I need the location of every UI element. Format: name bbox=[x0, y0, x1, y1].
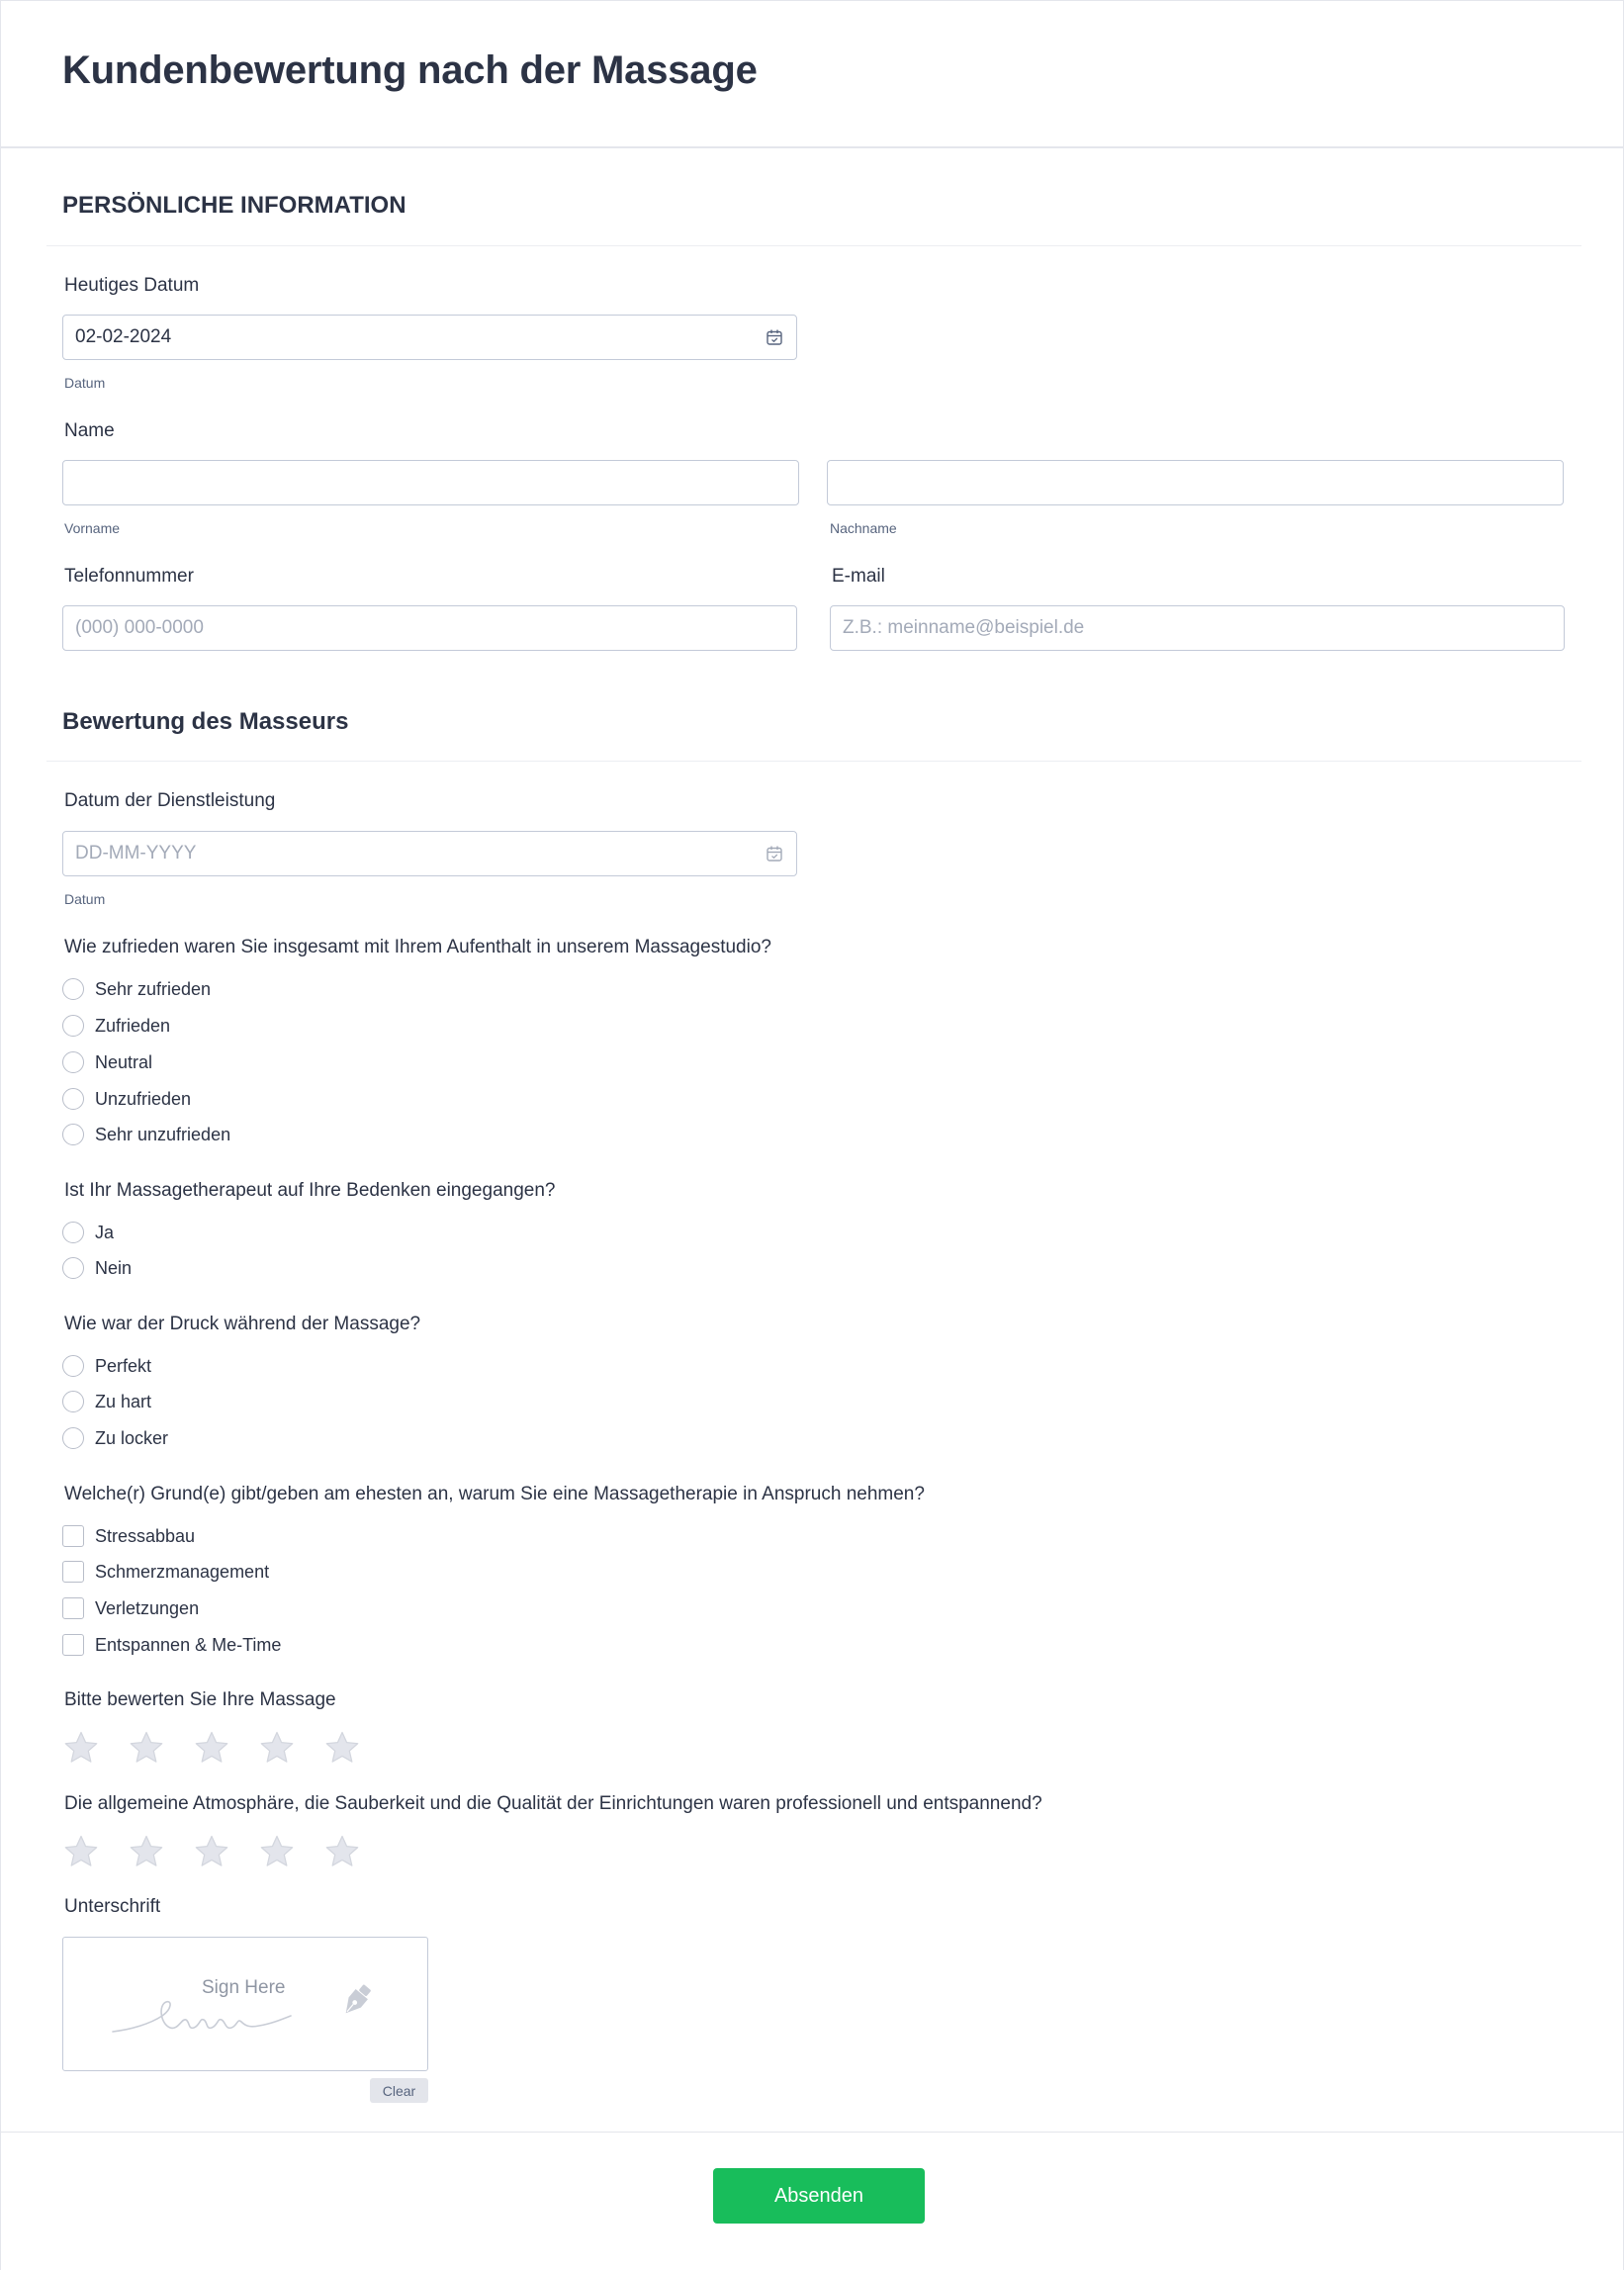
section-divider bbox=[46, 761, 1581, 762]
radio-option-label: Ja bbox=[95, 1222, 115, 1242]
section-title-rating: Bewertung des Masseurs bbox=[62, 708, 349, 735]
radio-option-label: Zufrieden bbox=[95, 1015, 171, 1036]
radio-option-label: Neutral bbox=[95, 1051, 153, 1072]
checkbox-option-label: Entspannen & Me-Time bbox=[95, 1634, 282, 1655]
submit-button[interactable]: Absenden bbox=[713, 2168, 925, 2224]
radio-option-label: Nein bbox=[95, 1257, 133, 1278]
radio-button[interactable] bbox=[62, 1391, 84, 1412]
form-footer bbox=[1, 2132, 1623, 2272]
checkbox-option[interactable] bbox=[62, 1559, 269, 1585]
star-icon[interactable] bbox=[62, 1729, 100, 1767]
radio-button[interactable] bbox=[62, 978, 84, 1000]
radio-option[interactable] bbox=[62, 1013, 170, 1039]
checkbox[interactable] bbox=[62, 1634, 84, 1656]
service-date-label: Datum der Dienstleistung bbox=[64, 790, 276, 811]
massage-rating-question: Bitte bewerten Sie Ihre Massage bbox=[64, 1689, 336, 1710]
service-date-sublabel: Datum bbox=[64, 891, 106, 907]
atmosphere-star-rating bbox=[62, 1833, 389, 1870]
clear-signature-button[interactable]: Clear bbox=[370, 2078, 428, 2103]
massage-star-rating bbox=[62, 1729, 389, 1767]
star-icon[interactable] bbox=[193, 1833, 230, 1870]
star-icon[interactable] bbox=[128, 1833, 165, 1870]
radio-option-label: Zu hart bbox=[95, 1391, 152, 1411]
radio-button[interactable] bbox=[62, 1051, 84, 1073]
radio-button[interactable] bbox=[62, 1427, 84, 1449]
signature-pad[interactable] bbox=[62, 1937, 428, 2071]
checkbox-option[interactable] bbox=[62, 1523, 195, 1549]
checkbox-option-label: Stressabbau bbox=[95, 1525, 196, 1546]
star-icon[interactable] bbox=[323, 1729, 361, 1767]
radio-option-label: Sehr zufrieden bbox=[95, 978, 212, 999]
radio-button[interactable] bbox=[62, 1222, 84, 1243]
star-icon[interactable] bbox=[258, 1729, 296, 1767]
checkbox[interactable] bbox=[62, 1525, 84, 1547]
first-name-sublabel: Vorname bbox=[64, 520, 121, 536]
radio-option-label: Sehr unzufrieden bbox=[95, 1124, 231, 1144]
star-icon[interactable] bbox=[193, 1729, 230, 1767]
checkbox[interactable] bbox=[62, 1561, 84, 1583]
calendar-icon[interactable] bbox=[766, 328, 783, 346]
pressure-question: Wie war der Druck während der Massage? bbox=[64, 1314, 421, 1334]
checkbox-option-label: Schmerzmanagement bbox=[95, 1561, 270, 1582]
radio-button[interactable] bbox=[62, 1088, 84, 1110]
radio-button[interactable] bbox=[62, 1124, 84, 1145]
radio-option[interactable] bbox=[62, 1425, 168, 1451]
last-name-input[interactable] bbox=[827, 460, 1564, 505]
last-name-sublabel: Nachname bbox=[830, 520, 897, 536]
signature-scribble-icon bbox=[111, 1982, 338, 2042]
star-icon[interactable] bbox=[128, 1729, 165, 1767]
radio-option-label: Unzufrieden bbox=[95, 1088, 192, 1109]
form-title: Kundenbewertung nach der Massage bbox=[62, 48, 758, 92]
email-label: E-mail bbox=[832, 566, 885, 587]
checkbox-option-label: Verletzungen bbox=[95, 1597, 200, 1618]
radio-option[interactable] bbox=[62, 1086, 191, 1112]
today-date-sublabel: Datum bbox=[64, 375, 106, 391]
pen-icon bbox=[334, 1979, 378, 2023]
satisfaction-question: Wie zufrieden waren Sie insgesamt mit Ihrem Aufenthalt in unserem Massagestudio? bbox=[64, 937, 771, 957]
radio-option[interactable] bbox=[62, 1389, 151, 1414]
radio-button[interactable] bbox=[62, 1015, 84, 1037]
first-name-input[interactable] bbox=[62, 460, 799, 505]
today-date-label: Heutiges Datum bbox=[64, 275, 200, 296]
concerns-question: Ist Ihr Massagetherapeut auf Ihre Bedenken eingegangen? bbox=[64, 1180, 556, 1201]
signature-label: Unterschrift bbox=[64, 1896, 161, 1917]
radio-option[interactable] bbox=[62, 1122, 230, 1147]
radio-button[interactable] bbox=[62, 1257, 84, 1279]
radio-option[interactable] bbox=[62, 1049, 152, 1075]
radio-option-label: Perfekt bbox=[95, 1355, 152, 1376]
radio-option[interactable] bbox=[62, 1353, 151, 1379]
star-icon[interactable] bbox=[323, 1833, 361, 1870]
checkbox-option[interactable] bbox=[62, 1632, 281, 1658]
radio-button[interactable] bbox=[62, 1355, 84, 1377]
star-icon[interactable] bbox=[62, 1833, 100, 1870]
star-icon[interactable] bbox=[258, 1833, 296, 1870]
email-input[interactable] bbox=[830, 605, 1565, 651]
radio-option[interactable] bbox=[62, 1220, 114, 1245]
radio-option-label: Zu locker bbox=[95, 1427, 169, 1448]
reasons-question: Welche(r) Grund(e) gibt/geben am ehesten an, warum Sie eine Massagetherapie in Anspruch nehmen? bbox=[64, 1484, 925, 1504]
calendar-icon[interactable] bbox=[766, 845, 783, 863]
today-date-input[interactable] bbox=[62, 315, 797, 360]
name-label: Name bbox=[64, 420, 115, 441]
radio-option[interactable] bbox=[62, 1255, 132, 1281]
radio-option[interactable] bbox=[62, 976, 211, 1002]
atmosphere-rating-question: Die allgemeine Atmosphäre, die Sauberkeit und die Qualität der Einrichtungen waren professionell und entspannend? bbox=[64, 1793, 1042, 1814]
service-date-input[interactable] bbox=[62, 831, 797, 876]
phone-input[interactable] bbox=[62, 605, 797, 651]
form-header bbox=[1, 1, 1623, 148]
section-title-personal: PERSÖNLICHE INFORMATION bbox=[62, 192, 406, 219]
phone-label: Telefonnummer bbox=[64, 566, 194, 587]
section-divider bbox=[46, 245, 1581, 246]
signature-placeholder: Sign Here bbox=[202, 1977, 286, 1998]
checkbox[interactable] bbox=[62, 1597, 84, 1619]
checkbox-option[interactable] bbox=[62, 1595, 199, 1621]
